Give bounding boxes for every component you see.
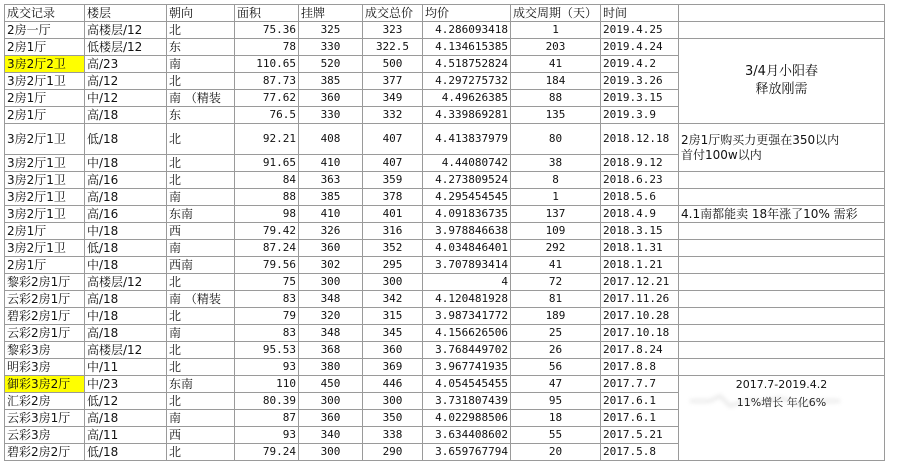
cell-floor[interactable]: 中/18 (85, 155, 167, 172)
cell-total[interactable]: 500 (363, 56, 423, 73)
blank-cell[interactable] (679, 240, 885, 257)
cell-record[interactable]: 御彩3房2厅 (5, 376, 85, 393)
cell-list[interactable]: 363 (299, 172, 363, 189)
cell-area[interactable]: 93 (235, 359, 299, 376)
cell-cycle[interactable]: 81 (511, 291, 601, 308)
cell-cycle[interactable]: 26 (511, 342, 601, 359)
table-row (5, 240, 885, 257)
cell-list[interactable]: 300 (299, 274, 363, 291)
cell-date[interactable]: 2018.6.23 (601, 172, 679, 189)
table-row (5, 308, 885, 325)
cell-area[interactable]: 79.42 (235, 223, 299, 240)
cell-avg[interactable]: 4.273809524 (423, 172, 511, 189)
cell-area[interactable]: 79.56 (235, 257, 299, 274)
cell-avg[interactable]: 4.518752824 (423, 56, 511, 73)
cell-dir[interactable]: 北 (167, 444, 235, 461)
cell-total[interactable]: 295 (363, 257, 423, 274)
cell-floor[interactable]: 高楼层/12 (85, 22, 167, 39)
table-row (5, 257, 885, 274)
blank-cell[interactable] (679, 5, 885, 22)
cell-avg[interactable]: 3.634408602 (423, 427, 511, 444)
cell-area[interactable]: 87 (235, 410, 299, 427)
table-row (5, 39, 885, 56)
cell-total[interactable]: 290 (363, 444, 423, 461)
cell-date[interactable]: 2018.5.6 (601, 189, 679, 206)
cell-area[interactable]: 87.73 (235, 73, 299, 90)
cell-date[interactable]: 2017.5.8 (601, 444, 679, 461)
cell-total[interactable]: 350 (363, 410, 423, 427)
cell-floor[interactable]: 高/18 (85, 107, 167, 124)
cell-date[interactable]: 2018.1.21 (601, 257, 679, 274)
table-row (5, 342, 885, 359)
cell-list[interactable]: 300 (299, 393, 363, 410)
cell-dir[interactable]: 西 (167, 223, 235, 240)
cell-avg[interactable]: 4.339869281 (423, 107, 511, 124)
cell-avg[interactable]: 4.44080742 (423, 155, 511, 172)
cell-dir[interactable]: 东 (167, 39, 235, 56)
cell-avg[interactable]: 4.091836735 (423, 206, 511, 223)
table-row (5, 189, 885, 206)
cell-avg[interactable]: 3.967741935 (423, 359, 511, 376)
cell-avg[interactable]: 4.022988506 (423, 410, 511, 427)
cell-floor[interactable]: 中/18 (85, 223, 167, 240)
table-row (5, 124, 885, 155)
cell-record[interactable]: 3房2厅1卫 (5, 240, 85, 257)
cell-record[interactable]: 2房一厅 (5, 22, 85, 39)
cell-floor[interactable]: 高/18 (85, 189, 167, 206)
cell-avg[interactable]: 4.286093418 (423, 22, 511, 39)
cell-floor[interactable]: 高/11 (85, 427, 167, 444)
cell-record[interactable]: 3房2厅1卫 (5, 155, 85, 172)
header-cell[interactable]: 面积 (235, 5, 299, 22)
cell-dir[interactable]: 东南 (167, 376, 235, 393)
blank-cell[interactable] (679, 342, 885, 359)
cell-dir[interactable]: 南 (167, 410, 235, 427)
header-row (5, 5, 885, 22)
cell-area[interactable]: 75 (235, 274, 299, 291)
cell-list[interactable]: 360 (299, 240, 363, 257)
cell-cycle[interactable]: 56 (511, 359, 601, 376)
cell-area[interactable]: 87.24 (235, 240, 299, 257)
cell-floor[interactable]: 高/23 (85, 56, 167, 73)
cell-area[interactable]: 83 (235, 291, 299, 308)
cell-dir[interactable]: 西南 (167, 257, 235, 274)
cell-cycle[interactable]: 18 (511, 410, 601, 427)
cell-date[interactable]: 2018.9.12 (601, 155, 679, 172)
cell-floor[interactable]: 高/18 (85, 410, 167, 427)
cell-cycle[interactable]: 184 (511, 73, 601, 90)
cell-list[interactable]: 300 (299, 444, 363, 461)
cell-cycle[interactable]: 47 (511, 376, 601, 393)
cell-floor[interactable]: 低/18 (85, 240, 167, 257)
cell-dir[interactable]: 北 (167, 274, 235, 291)
header-cell[interactable]: 均价 (423, 5, 511, 22)
cell-dir[interactable]: 东南 (167, 206, 235, 223)
cell-avg[interactable]: 3.768449702 (423, 342, 511, 359)
cell-total[interactable]: 360 (363, 342, 423, 359)
table-row (5, 325, 885, 342)
cell-dir[interactable]: 北 (167, 359, 235, 376)
cell-floor[interactable]: 高楼层/12 (85, 342, 167, 359)
cell-area[interactable]: 79 (235, 308, 299, 325)
table-row (5, 223, 885, 240)
cell-area[interactable]: 91.65 (235, 155, 299, 172)
blank-cell[interactable] (679, 257, 885, 274)
cell-list[interactable]: 360 (299, 410, 363, 427)
cell-date[interactable]: 2018.3.15 (601, 223, 679, 240)
blank-cell[interactable] (679, 189, 885, 206)
cell-total[interactable]: 359 (363, 172, 423, 189)
cell-list[interactable]: 326 (299, 223, 363, 240)
cell-record[interactable]: 碧彩2房2厅 (5, 444, 85, 461)
table-row (5, 291, 885, 308)
header-cell[interactable]: 楼层 (85, 5, 167, 22)
cell-record[interactable]: 3房2厅1卫 (5, 206, 85, 223)
cell-cycle[interactable]: 137 (511, 206, 601, 223)
cell-area[interactable]: 76.5 (235, 107, 299, 124)
cell-cycle[interactable]: 1 (511, 22, 601, 39)
cell-avg[interactable]: 4.134615385 (423, 39, 511, 56)
cell-floor[interactable]: 高/16 (85, 206, 167, 223)
blurred-watermark (690, 392, 840, 410)
blank-cell[interactable] (679, 359, 885, 376)
cell-date[interactable]: 2019.4.25 (601, 22, 679, 39)
cell-list[interactable]: 348 (299, 325, 363, 342)
cell-list[interactable]: 450 (299, 376, 363, 393)
cell-cycle[interactable]: 292 (511, 240, 601, 257)
header-cell[interactable]: 挂牌 (299, 5, 363, 22)
cell-cycle[interactable]: 20 (511, 444, 601, 461)
cell-cycle[interactable]: 80 (511, 124, 601, 155)
cell-list[interactable]: 408 (299, 124, 363, 155)
cell-date[interactable]: 2017.11.26 (601, 291, 679, 308)
cell-record[interactable]: 云彩3房1厅 (5, 410, 85, 427)
header-cell[interactable]: 成交总价 (363, 5, 423, 22)
cell-list[interactable]: 302 (299, 257, 363, 274)
cell-dir[interactable]: 南 (167, 189, 235, 206)
cell-total[interactable]: 377 (363, 73, 423, 90)
cell-list[interactable]: 320 (299, 308, 363, 325)
cell-floor[interactable]: 高/18 (85, 325, 167, 342)
cell-record[interactable]: 3房2厅2卫 (5, 56, 85, 73)
cell-total[interactable]: 316 (363, 223, 423, 240)
cell-record[interactable]: 明彩3房 (5, 359, 85, 376)
cell-list[interactable]: 520 (299, 56, 363, 73)
cell-date[interactable]: 2017.8.24 (601, 342, 679, 359)
cell-floor[interactable]: 中/18 (85, 257, 167, 274)
cell-record[interactable]: 黎彩3房 (5, 342, 85, 359)
cell-floor[interactable]: 中/18 (85, 308, 167, 325)
cell-area[interactable]: 84 (235, 172, 299, 189)
cell-total[interactable]: 345 (363, 325, 423, 342)
cell-list[interactable]: 368 (299, 342, 363, 359)
cell-record[interactable]: 2房1厅 (5, 107, 85, 124)
table-row (5, 206, 885, 223)
cell-total[interactable]: 300 (363, 274, 423, 291)
cell-dir[interactable]: 北 (167, 124, 235, 155)
note-spring[interactable]: 3/4月小阳春 释放刚需 (679, 39, 885, 124)
cell-date[interactable]: 2019.4.2 (601, 56, 679, 73)
cell-area[interactable]: 78 (235, 39, 299, 56)
cell-floor[interactable]: 中/11 (85, 359, 167, 376)
cell-cycle[interactable]: 95 (511, 393, 601, 410)
cell-avg[interactable]: 3.987341772 (423, 308, 511, 325)
cell-dir[interactable]: 北 (167, 393, 235, 410)
cell-cycle[interactable]: 41 (511, 56, 601, 73)
cell-total[interactable]: 315 (363, 308, 423, 325)
cell-dir[interactable]: 南 （精装 (167, 90, 235, 107)
cell-list[interactable]: 325 (299, 22, 363, 39)
cell-total[interactable]: 338 (363, 427, 423, 444)
cell-floor[interactable]: 低楼层/12 (85, 39, 167, 56)
cell-cycle[interactable]: 203 (511, 39, 601, 56)
cell-avg[interactable]: 3.707893414 (423, 257, 511, 274)
cell-cycle[interactable]: 41 (511, 257, 601, 274)
cell-dir[interactable]: 南 (167, 240, 235, 257)
cell-record[interactable]: 黎彩2房1厅 (5, 274, 85, 291)
cell-area[interactable]: 75.36 (235, 22, 299, 39)
cell-area[interactable]: 92.21 (235, 124, 299, 155)
cell-floor[interactable]: 低/18 (85, 124, 167, 155)
cell-cycle[interactable]: 38 (511, 155, 601, 172)
cell-record[interactable]: 汇彩2房 (5, 393, 85, 410)
cell-list[interactable]: 410 (299, 206, 363, 223)
cell-avg[interactable]: 4.156626506 (423, 325, 511, 342)
cell-list[interactable]: 330 (299, 107, 363, 124)
cell-cycle[interactable]: 135 (511, 107, 601, 124)
cell-date[interactable]: 2017.6.1 (601, 410, 679, 427)
cell-list[interactable]: 360 (299, 90, 363, 107)
cell-list[interactable]: 330 (299, 39, 363, 56)
cell-record[interactable]: 2房1厅 (5, 257, 85, 274)
cell-avg[interactable]: 3.659767794 (423, 444, 511, 461)
cell-record[interactable]: 云彩2房1厅 (5, 325, 85, 342)
cell-area[interactable]: 110.65 (235, 56, 299, 73)
cell-floor[interactable]: 中/12 (85, 90, 167, 107)
cell-record[interactable]: 3房2厅1卫 (5, 73, 85, 90)
cell-date[interactable]: 2019.3.26 (601, 73, 679, 90)
cell-total[interactable]: 332 (363, 107, 423, 124)
cell-avg[interactable]: 3.731807439 (423, 393, 511, 410)
cell-dir[interactable]: 东 (167, 107, 235, 124)
cell-list[interactable]: 410 (299, 155, 363, 172)
cell-floor[interactable]: 中/23 (85, 376, 167, 393)
table-row (5, 172, 885, 189)
cell-avg[interactable]: 4.034846401 (423, 240, 511, 257)
cell-cycle[interactable]: 88 (511, 90, 601, 107)
cell-list[interactable]: 348 (299, 291, 363, 308)
cell-cycle[interactable]: 109 (511, 223, 601, 240)
cell-floor[interactable]: 高/12 (85, 73, 167, 90)
blank-cell[interactable] (679, 325, 885, 342)
cell-dir[interactable]: 西 (167, 427, 235, 444)
header-cell[interactable]: 成交记录 (5, 5, 85, 22)
cell-dir[interactable]: 北 (167, 22, 235, 39)
note-growth-2018[interactable]: 4.1南都能卖 18年涨了10% 需彩 (679, 206, 885, 223)
cell-record[interactable]: 2房1厅 (5, 39, 85, 56)
cell-cycle[interactable]: 189 (511, 308, 601, 325)
cell-record[interactable]: 3房2厅1卫 (5, 189, 85, 206)
blank-cell[interactable] (679, 274, 885, 291)
cell-date[interactable]: 2018.1.31 (601, 240, 679, 257)
cell-avg[interactable]: 4.49626385 (423, 90, 511, 107)
cell-floor[interactable]: 低/12 (85, 393, 167, 410)
cell-area[interactable]: 110 (235, 376, 299, 393)
blank-cell[interactable] (679, 172, 885, 189)
cell-total[interactable]: 369 (363, 359, 423, 376)
cell-record[interactable]: 云彩2房1厅 (5, 291, 85, 308)
cell-total[interactable]: 322.5 (363, 39, 423, 56)
cell-total[interactable]: 323 (363, 22, 423, 39)
cell-total[interactable]: 352 (363, 240, 423, 257)
cell-avg[interactable]: 4.054545455 (423, 376, 511, 393)
cell-area[interactable]: 79.24 (235, 444, 299, 461)
cell-total[interactable]: 378 (363, 189, 423, 206)
cell-total[interactable]: 407 (363, 124, 423, 155)
cell-date[interactable]: 2017.7.7 (601, 376, 679, 393)
cell-date[interactable]: 2019.3.9 (601, 107, 679, 124)
cell-record[interactable]: 3房2厅1卫 (5, 172, 85, 189)
cell-dir[interactable]: 南 （精装 (167, 291, 235, 308)
cell-area[interactable]: 93 (235, 427, 299, 444)
cell-cycle[interactable]: 55 (511, 427, 601, 444)
cell-date[interactable]: 2017.6.1 (601, 393, 679, 410)
cell-date[interactable]: 2017.10.18 (601, 325, 679, 342)
cell-list[interactable]: 340 (299, 427, 363, 444)
cell-avg[interactable]: 4 (423, 274, 511, 291)
cell-dir[interactable]: 北 (167, 308, 235, 325)
cell-cycle[interactable]: 1 (511, 189, 601, 206)
cell-avg[interactable]: 4.295454545 (423, 189, 511, 206)
cell-date[interactable]: 2017.8.8 (601, 359, 679, 376)
cell-area[interactable]: 95.53 (235, 342, 299, 359)
cell-date[interactable]: 2018.4.9 (601, 206, 679, 223)
note-purchasing-power[interactable]: 2房1厅购买力更强在350以内 首付100w以内 (679, 124, 885, 172)
cell-date[interactable]: 2018.12.18 (601, 124, 679, 155)
cell-avg[interactable]: 4.120481928 (423, 291, 511, 308)
cell-record[interactable]: 2房1厅 (5, 90, 85, 107)
cell-total[interactable]: 349 (363, 90, 423, 107)
sheet-right-edge (884, 4, 915, 443)
cell-area[interactable]: 83 (235, 325, 299, 342)
cell-cycle[interactable]: 8 (511, 172, 601, 189)
cell-total[interactable]: 342 (363, 291, 423, 308)
header-cell[interactable]: 时间 (601, 5, 679, 22)
cell-date[interactable]: 2019.3.15 (601, 90, 679, 107)
cell-total[interactable]: 407 (363, 155, 423, 172)
cell-dir[interactable]: 北 (167, 172, 235, 189)
cell-record[interactable]: 3房2厅1卫 (5, 124, 85, 155)
blank-cell[interactable] (679, 308, 885, 325)
cell-area[interactable]: 88 (235, 189, 299, 206)
cell-cycle[interactable]: 25 (511, 325, 601, 342)
cell-area[interactable]: 77.62 (235, 90, 299, 107)
blank-cell[interactable] (679, 22, 885, 39)
cell-floor[interactable]: 高/18 (85, 291, 167, 308)
cell-total[interactable]: 446 (363, 376, 423, 393)
cell-avg[interactable]: 3.978846638 (423, 223, 511, 240)
table-row (5, 376, 885, 393)
table-row (5, 359, 885, 376)
cell-dir[interactable]: 南 (167, 56, 235, 73)
cell-dir[interactable]: 北 (167, 155, 235, 172)
cell-date[interactable]: 2019.4.24 (601, 39, 679, 56)
cell-total[interactable]: 401 (363, 206, 423, 223)
cell-area[interactable]: 98 (235, 206, 299, 223)
cell-date[interactable]: 2017.10.28 (601, 308, 679, 325)
cell-list[interactable]: 385 (299, 189, 363, 206)
cell-floor[interactable]: 低/18 (85, 444, 167, 461)
cell-avg[interactable]: 4.297275732 (423, 73, 511, 90)
cell-floor[interactable]: 高/16 (85, 172, 167, 189)
cell-date[interactable]: 2017.5.21 (601, 427, 679, 444)
cell-dir[interactable]: 北 (167, 73, 235, 90)
cell-list[interactable]: 385 (299, 73, 363, 90)
table-row (5, 22, 885, 39)
header-cell[interactable]: 朝向 (167, 5, 235, 22)
blank-cell[interactable] (679, 223, 885, 240)
header-cell[interactable]: 成交周期（天） (511, 5, 601, 22)
cell-area[interactable]: 80.39 (235, 393, 299, 410)
cell-record[interactable]: 碧彩2房1厅 (5, 308, 85, 325)
cell-list[interactable]: 380 (299, 359, 363, 376)
cell-cycle[interactable]: 72 (511, 274, 601, 291)
cell-dir[interactable]: 南 (167, 325, 235, 342)
cell-dir[interactable]: 北 (167, 342, 235, 359)
cell-floor[interactable]: 高楼层/12 (85, 274, 167, 291)
cell-avg[interactable]: 4.413837979 (423, 124, 511, 155)
cell-record[interactable]: 云彩3房 (5, 427, 85, 444)
cell-record[interactable]: 2房1厅 (5, 223, 85, 240)
cell-total[interactable]: 300 (363, 393, 423, 410)
blank-cell[interactable] (679, 291, 885, 308)
note-annual-growth[interactable]: 2017.7-2019.4.2 11%增长 年化6% (679, 376, 885, 461)
table-row (5, 274, 885, 291)
cell-date[interactable]: 2017.12.21 (601, 274, 679, 291)
